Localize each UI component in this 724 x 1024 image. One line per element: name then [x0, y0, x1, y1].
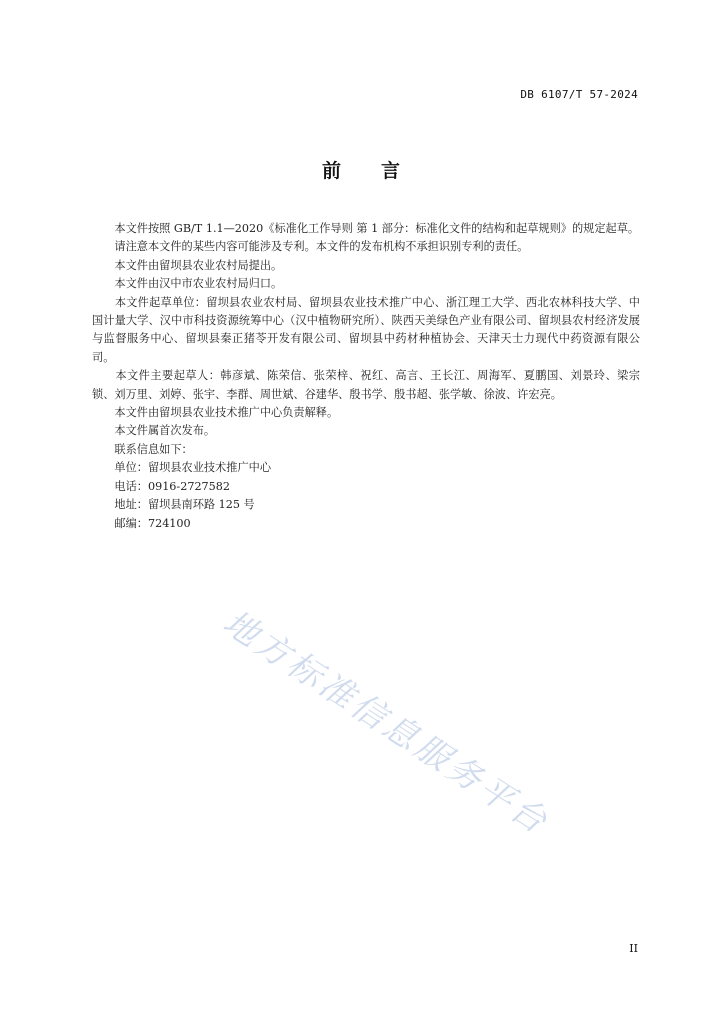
paragraph-interpretation: 本文件由留坝县农业技术推广中心负责解释。 — [114, 406, 339, 420]
foreword-body — [92, 220, 640, 533]
paragraph-proposed-by: 本文件由留坝县农业农村局提出。 — [114, 258, 283, 272]
document-code: DB 6107/T 57-2024 — [520, 88, 638, 101]
paragraph-drafting-rules: 本文件按照 GB/T 1.1—2020《标准化工作导则 第 1 部分：标准化文件的结构和起草规则》的规定起草。 — [114, 222, 640, 235]
paragraph-first-release: 本文件属首次发布。 — [114, 424, 216, 438]
paragraph-contact-intro: 联系信息如下： — [114, 442, 193, 456]
paragraph-centralized-by: 本文件由汉中市农业农村局归口。 — [114, 277, 283, 291]
page-title-char-2: 言 — [381, 160, 403, 182]
paragraph-patent-notice: 请注意本文件的某些内容可能涉及专利。本文件的发布机构不承担识别专利的责任。 — [114, 240, 529, 254]
paragraph-drafting-units: 本文件起草单位：留坝县农业农村局、留坝县农业技术推广中心、浙江理工大学、西北农林科技大学、中国计量大学、汉中市科技资源统筹中心（汉中植物研究所）、陕西天美绿色产业有限公司、留坝县农村经济发展与监督服务中心、留坝县秦正猪苓开发有限公司、留坝县中药材种植协会、天津天士力现代中药资源有限公司。 — [92, 295, 640, 364]
paragraph-main-drafters: 本文件主要起草人：韩彦斌、陈荣信、张荣梓、祝红、高言、王长江、周海军、夏鹏国、刘景玲、梁宗锁、刘万里、刘婷、张宇、李群、周世斌、谷建华、殷书学、殷书超、张学敏、徐波、许宏亮。 — [92, 369, 640, 401]
contact-address: 地址：留坝县南环路 125 号 — [114, 498, 255, 512]
page-title-char-1: 前 — [321, 160, 343, 182]
contact-phone: 电话：0916-2727582 — [114, 479, 231, 493]
page-number: II — [629, 942, 638, 955]
page-title — [0, 156, 724, 183]
contact-unit: 单位：留坝县农业技术推广中心 — [114, 461, 272, 475]
contact-postcode: 邮编：724100 — [114, 516, 191, 530]
watermark: 地方标准信息服务平台 — [215, 602, 557, 844]
